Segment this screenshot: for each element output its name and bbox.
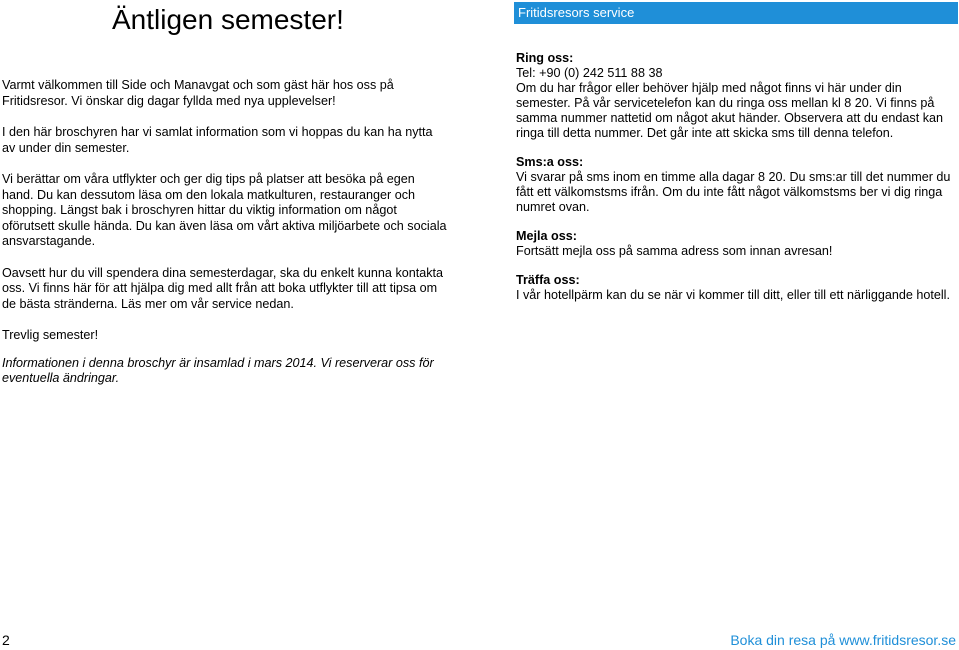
intro-paragraph-brochure: I den här broschyren har vi samlat information som vi hoppas du kan ha nytta av under din semester.	[2, 125, 433, 155]
meet-heading: Träffa oss:	[516, 273, 580, 287]
service-header: Fritidsresors service	[514, 2, 958, 24]
closing-greeting: Trevlig semester!	[2, 328, 99, 342]
intro-paragraph-excursions: Vi berättar om våra utflykter och ger dig tips på platser att besöka på egen hand. Du kan dessutom läsa om den lokala matkulturen, restauranger och shopping. Längst bak i broschyren hittar du viktig information om något oförutsett skulle hända. Du kan även läsa om vårt aktiva miljöarbete och sociala ansvarstagande.	[2, 172, 447, 248]
sms-heading: Sms:a oss:	[516, 155, 584, 169]
intro-paragraph-welcome: Varmt välkommen till Side och Manavgat och som gäst här hos oss på Fritidsresor. Vi önskar dig dagar fyllda med nya upplevelser!	[2, 78, 394, 108]
page-number: 2	[2, 632, 10, 648]
intro-paragraph-contact: Oavsett hur du vill spendera dina semesterdagar, ska du enkelt kunna kontakta oss. Vi finns här för att hjälpa dig med allt från att boka utflykter till att tipsa om de bästa stränderna. Läs mer om vår service nedan.	[2, 265, 444, 311]
call-heading: Ring oss:	[516, 51, 574, 65]
meet-description: I vår hotellpärm kan du se när vi kommer till ditt, eller till ett närliggande hotell.	[516, 288, 950, 302]
service-column	[514, 2, 958, 317]
sms-description: Vi svarar på sms inom en timme alla dagar 8 20. Du sms:ar till det nummer du fått ett välkomstsms ifrån. Om du inte fått något välkomstsms ber vi dig ringa numret ovan.	[516, 170, 951, 214]
mail-heading: Mejla oss:	[516, 229, 577, 243]
meet-section	[516, 273, 958, 303]
call-section	[516, 51, 958, 141]
booking-link[interactable]: Boka din resa på www.fritidsresor.se	[730, 632, 956, 648]
page-title: Äntligen semester!	[112, 4, 344, 35]
intro-column	[2, 78, 447, 403]
call-phone-number: Tel: +90 (0) 242 511 88 38	[516, 66, 663, 80]
sms-section	[516, 155, 958, 215]
disclaimer-notice: Informationen i denna broschyr är insamlad i mars 2014. Vi reserverar oss för eventuella ändringar.	[2, 355, 434, 385]
mail-section	[516, 229, 958, 259]
call-description: Om du har frågor eller behöver hjälp med något finns vi här under din semester. På vår servicetelefon kan du ringa oss mellan kl 8 20. Vi finns på samma nummer nattetid om något akut händer. Observera att du endast kan ringa till detta nummer. Det går inte att skicka sms till denna telefon.	[516, 81, 944, 140]
mail-description: Fortsätt mejla oss på samma adress som innan avresan!	[516, 244, 833, 258]
